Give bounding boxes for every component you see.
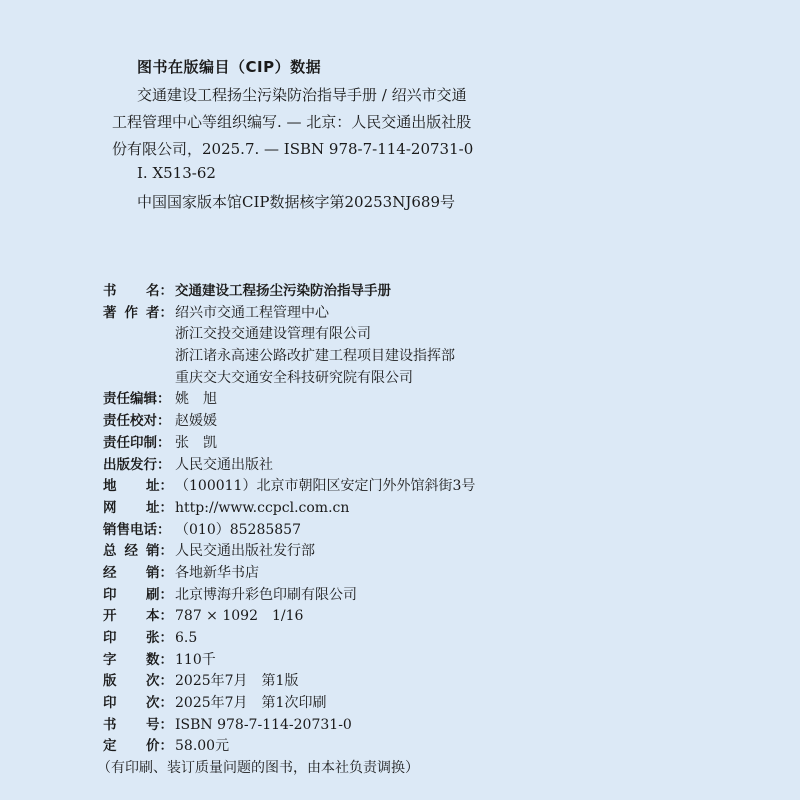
info-value: （010）85285857: [175, 521, 301, 538]
info-row: [103, 498, 743, 520]
info-value: 2025年7月 第1次印刷: [175, 695, 327, 712]
info-row: [103, 281, 743, 303]
cip-entry-line-1: 交通建设工程扬尘污染防治指导手册 / 绍兴市交通: [137, 86, 467, 104]
info-label: [103, 520, 173, 542]
info-label-part: 地: [103, 478, 117, 495]
info-label-part: 字: [103, 651, 117, 668]
info-row: [103, 606, 743, 628]
info-label-part: 销售电话：: [103, 521, 171, 538]
info-label-part: 著: [103, 304, 117, 321]
info-label: [103, 281, 173, 303]
info-label-part: 本：: [146, 608, 173, 625]
info-value: 交通建设工程扬尘污染防治指导手册: [175, 283, 391, 299]
info-label-part: 总: [103, 543, 117, 560]
info-label: [103, 346, 173, 368]
info-row: [103, 736, 743, 758]
info-label: [103, 541, 173, 563]
info-label-part: 网: [103, 499, 117, 516]
info-label-part: 数：: [146, 651, 173, 668]
info-label-part: 版: [103, 673, 117, 690]
info-label-part: 价：: [146, 738, 173, 755]
info-value: 人民交通出版社: [175, 456, 273, 473]
info-row: [103, 563, 743, 585]
info-value: http://www.ccpcl.com.cn: [175, 499, 350, 516]
info-label-part: 次：: [146, 673, 173, 690]
info-label-part: 书: [103, 283, 117, 299]
info-row: [103, 433, 743, 455]
info-label-part: 责任印制：: [103, 434, 171, 451]
info-label-part: 次：: [146, 695, 173, 712]
info-label-part: 书: [103, 716, 117, 733]
info-label-part: 开: [103, 608, 117, 625]
info-label: [103, 671, 173, 693]
info-value: 各地新华书店: [175, 564, 259, 581]
info-value: 姚 旭: [175, 391, 217, 408]
info-label: [103, 563, 173, 585]
copyright-info: [97, 281, 743, 780]
info-label-part: 名：: [146, 283, 173, 299]
info-value: （100011）北京市朝阳区安定门外外馆斜街3号: [175, 478, 476, 495]
info-label-part: 址：: [146, 499, 173, 516]
info-value: 重庆交大交通安全科技研究院有限公司: [175, 369, 413, 386]
info-label-part: 经: [103, 564, 117, 581]
info-label-part: 定: [103, 738, 117, 755]
info-row: [103, 368, 743, 390]
info-label-part: 印: [103, 586, 117, 603]
info-label-part: 作: [124, 304, 138, 321]
info-label-part: 张：: [146, 630, 173, 646]
info-label-part: 责任校对：: [103, 413, 171, 430]
info-row: [103, 411, 743, 433]
quality-note: （有印刷、装订质量问题的图书，由本社负责调换）: [97, 760, 419, 777]
info-row: [103, 389, 743, 411]
info-label: [103, 693, 173, 715]
info-label-part: 印: [103, 695, 117, 712]
info-label: [103, 606, 173, 628]
info-label: [103, 585, 173, 607]
info-row: [103, 585, 743, 607]
info-value: 北京博海升彩色印刷有限公司: [175, 586, 357, 603]
info-value: 110千: [175, 651, 216, 668]
cip-class-line: Ⅰ. X513-62: [137, 164, 216, 182]
info-row: [103, 715, 743, 737]
info-row: [103, 455, 743, 477]
cip-title: 图书在版编目（CIP）数据: [137, 58, 322, 76]
info-value: 赵媛媛: [175, 413, 217, 430]
info-row: [103, 650, 743, 672]
info-label-part: 址：: [146, 478, 173, 495]
info-label: [103, 389, 173, 411]
info-row: [103, 303, 743, 325]
info-value: 2025年7月 第1版: [175, 673, 299, 690]
info-label: [103, 650, 173, 672]
info-value: ISBN 978-7-114-20731-0: [175, 716, 352, 733]
info-row: [103, 628, 743, 650]
info-value: 张 凯: [175, 434, 217, 451]
info-label: [103, 411, 173, 433]
info-label-part: 号：: [146, 716, 173, 733]
info-label-part: 印: [103, 630, 117, 646]
info-row: [103, 693, 743, 715]
info-label: [103, 433, 173, 455]
info-label: [103, 368, 173, 390]
info-label-part: 销：: [146, 543, 173, 560]
info-value: 人民交通出版社发行部: [175, 543, 315, 560]
info-value: 浙江交投交通建设管理有限公司: [175, 326, 371, 343]
info-label-part: 者：: [146, 304, 173, 321]
info-row: [103, 346, 743, 368]
info-label: [103, 476, 173, 498]
info-row: [103, 324, 743, 346]
info-value: 787 × 1092 1/16: [175, 608, 304, 625]
info-label-part: 刷：: [146, 586, 173, 603]
info-label-part: 责任编辑：: [103, 391, 171, 408]
info-label: [103, 303, 173, 325]
info-label-part: 销：: [146, 564, 173, 581]
info-value: 绍兴市交通工程管理中心: [175, 304, 329, 321]
info-label-part: 出版发行：: [103, 456, 171, 473]
info-value: 58.00元: [175, 738, 230, 755]
info-label: [103, 324, 173, 346]
info-row: [103, 541, 743, 563]
cip-entry-line-2: 工程管理中心等组织编写. — 北京：人民交通出版社股: [112, 113, 472, 131]
cip-record-line: 中国国家版本馆CIP数据核字第20253NJ689号: [137, 193, 455, 211]
info-row: [103, 520, 743, 542]
info-label: [103, 455, 173, 477]
cip-entry-line-3: 份有限公司，2025.7. — ISBN 978-7-114-20731-0: [112, 140, 474, 158]
info-label: [103, 628, 173, 650]
info-value: 6.5: [175, 630, 198, 646]
info-label: [103, 736, 173, 758]
info-row: [103, 671, 743, 693]
info-label: [103, 715, 173, 737]
info-value: 浙江诸永高速公路改扩建工程项目建设指挥部: [175, 348, 455, 365]
info-label: [103, 498, 173, 520]
info-row: [103, 476, 743, 498]
info-label-part: 经: [124, 543, 138, 560]
